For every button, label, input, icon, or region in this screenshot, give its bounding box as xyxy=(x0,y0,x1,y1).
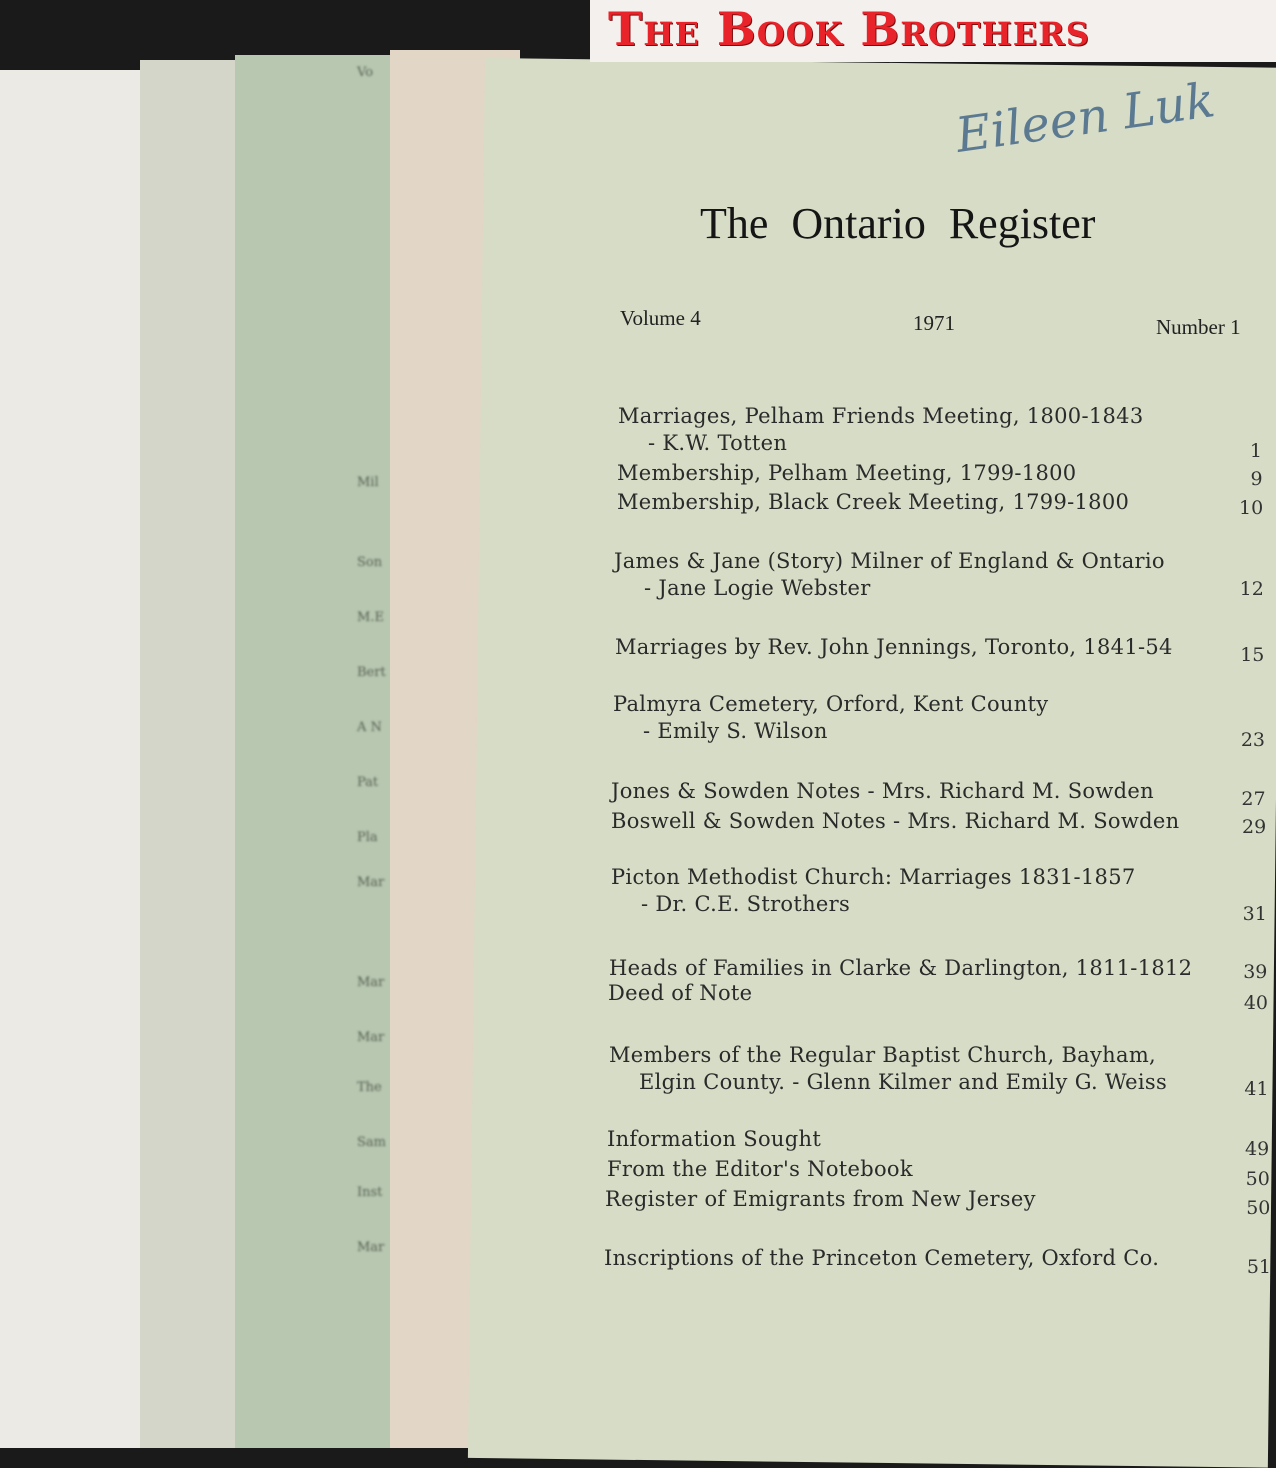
toc-entry xyxy=(607,1156,913,1183)
toc-entry xyxy=(604,1245,1159,1272)
toc-entry xyxy=(611,808,1179,835)
volume-label: Volume 4 xyxy=(620,306,701,330)
toc-entry xyxy=(618,403,1144,457)
spine-fragment: Mar xyxy=(357,975,385,990)
spine-fragment: Vo xyxy=(357,65,374,80)
toc-page-number: 23 xyxy=(1240,729,1265,751)
handwritten-signature: Eileen Luk xyxy=(952,72,1219,164)
toc-entry-subline: - Jane Logie Webster xyxy=(644,576,871,600)
toc-entry-subline: Elgin County. - Glenn Kilmer and Emily G. Weiss xyxy=(639,1070,1168,1094)
toc-entry xyxy=(608,980,752,1007)
spine-fragment: Mar xyxy=(357,1030,385,1045)
toc-page-number: 27 xyxy=(1241,788,1266,810)
toc-entry xyxy=(609,1042,1167,1096)
toc-page-number: 39 xyxy=(1243,961,1268,983)
toc-entry xyxy=(605,1186,1036,1213)
toc-page-number: 49 xyxy=(1245,1138,1270,1160)
spine-fragment: Mar xyxy=(357,1240,385,1255)
toc-entry xyxy=(607,1126,821,1153)
toc-entry-title: Members of the Regular Baptist Church, Bayham, xyxy=(609,1043,1157,1067)
toc-entry-subline: - K.W. Totten xyxy=(648,431,788,455)
year-label: 1971 xyxy=(913,311,955,335)
toc-page-number: 41 xyxy=(1244,1078,1269,1100)
toc-entry-title: Information Sought xyxy=(607,1127,822,1151)
toc-page-number: 40 xyxy=(1243,992,1268,1014)
toc-page-number: 51 xyxy=(1246,1256,1271,1278)
spine-fragment: Son xyxy=(357,555,383,570)
toc-page-number: 50 xyxy=(1245,1168,1270,1190)
toc-page-number: 29 xyxy=(1242,816,1267,838)
bookseller-sticker xyxy=(590,0,1276,62)
spine-fragment: Bert xyxy=(357,665,386,680)
toc-page-number: 9 xyxy=(1250,468,1263,490)
toc-entry xyxy=(611,778,1154,805)
toc-entry-title: Boswell & Sowden Notes - Mrs. Richard M. Sowden xyxy=(611,809,1180,833)
toc-entry xyxy=(609,955,1192,982)
toc-page-number: 15 xyxy=(1240,644,1265,666)
toc-page-number: 50 xyxy=(1246,1197,1271,1219)
booklet-white xyxy=(0,70,150,1448)
spine-fragment: The xyxy=(357,1080,382,1095)
toc-entry-title: From the Editor's Notebook xyxy=(607,1157,913,1181)
spine-fragment: Inst xyxy=(357,1185,383,1200)
page-title: The Ontario Register xyxy=(700,199,1096,248)
spine-fragment: Sam xyxy=(357,1135,386,1150)
spine-fragment: Mil xyxy=(357,475,379,490)
toc-entry-subline: - Dr. C.E. Strothers xyxy=(641,892,851,916)
book-brothers-logo: The Book Brothers xyxy=(608,2,1090,56)
toc-entry xyxy=(611,864,1136,918)
toc-entry-title: Marriages by Rev. John Jennings, Toronto, 1841-54 xyxy=(615,635,1173,659)
toc-entry-title: Palmyra Cemetery, Orford, Kent County xyxy=(613,692,1049,716)
toc-entry-title: Jones & Sowden Notes - Mrs. Richard M. Sowden xyxy=(611,779,1154,803)
toc-page-number: 1 xyxy=(1249,440,1262,462)
toc-page-number: 31 xyxy=(1242,903,1267,925)
spine-fragment: M.E xyxy=(357,610,384,625)
toc-entry xyxy=(617,489,1129,516)
toc-entry xyxy=(614,548,1165,602)
toc-entry-title: Membership, Pelham Meeting, 1799-1800 xyxy=(617,461,1077,485)
spine-fragment: Mar xyxy=(357,875,385,890)
toc-entry xyxy=(617,460,1076,487)
toc-entry-title: Inscriptions of the Princeton Cemetery, Oxford Co. xyxy=(604,1246,1160,1270)
toc-page-number: 10 xyxy=(1239,497,1264,519)
toc-entry-title: Membership, Black Creek Meeting, 1799-1800 xyxy=(617,490,1130,514)
toc-entry-subline: - Emily S. Wilson xyxy=(643,719,828,743)
spine-fragment: Pla xyxy=(357,830,378,845)
booklet-gray xyxy=(140,60,250,1448)
number-label: Number 1 xyxy=(1156,315,1241,339)
toc-page-number: 12 xyxy=(1239,578,1264,600)
toc-entry-title: James & Jane (Story) Milner of England & Ontario xyxy=(614,549,1165,573)
toc-entry xyxy=(615,634,1173,661)
spine-fragment: A N xyxy=(357,720,382,735)
toc-entry xyxy=(613,691,1048,745)
toc-entry-title: Heads of Families in Clarke & Darlington, 1811-1812 xyxy=(609,956,1193,980)
spine-fragment: Pat xyxy=(357,775,379,790)
toc-entry-title: Picton Methodist Church: Marriages 1831-1857 xyxy=(611,865,1136,889)
toc-entry-title: Register of Emigrants from New Jersey xyxy=(605,1187,1036,1211)
toc-entry-title: Marriages, Pelham Friends Meeting, 1800-1843 xyxy=(618,404,1144,428)
toc-entry-title: Deed of Note xyxy=(608,981,753,1005)
booklet-green xyxy=(235,55,405,1448)
